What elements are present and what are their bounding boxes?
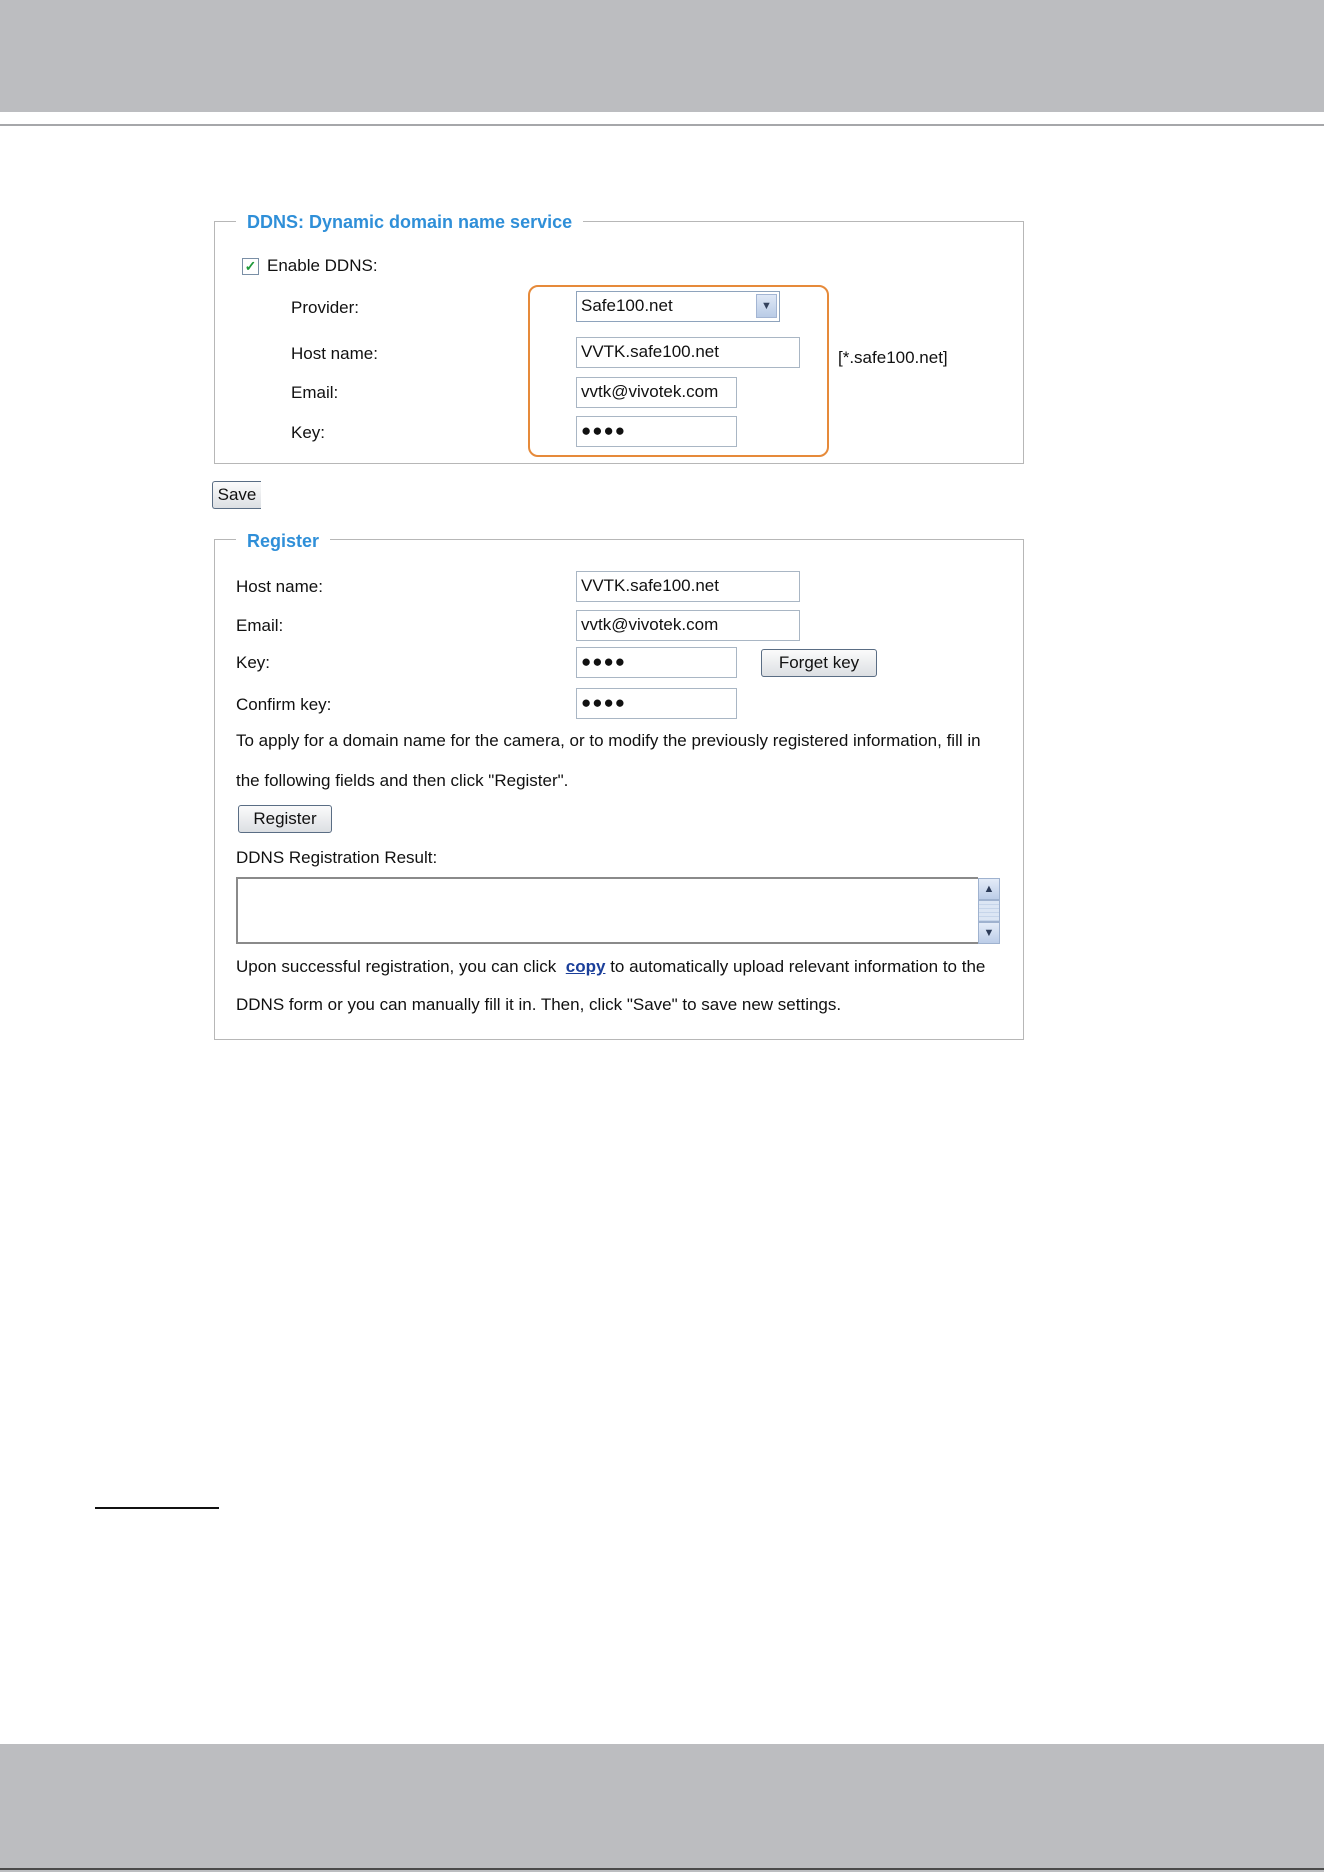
scroll-up-icon[interactable]: ▲ xyxy=(978,878,1000,900)
page-header-band xyxy=(0,0,1324,112)
forget-key-button[interactable]: Forget key xyxy=(761,649,877,677)
provider-label: Provider: xyxy=(291,298,360,317)
ddns-legend: DDNS: Dynamic domain name service xyxy=(236,211,583,233)
ddns-key-input[interactable]: ●●●● xyxy=(576,416,737,447)
provider-select[interactable] xyxy=(576,291,780,322)
register-button[interactable]: Register xyxy=(238,805,332,833)
ddns-key-label: Key: xyxy=(291,423,326,442)
result-scrollbar[interactable] xyxy=(978,878,1000,944)
header-divider xyxy=(0,124,1324,126)
check-icon: ✓ xyxy=(244,258,257,274)
copy-note-line1 xyxy=(236,956,985,978)
save-button[interactable]: Save xyxy=(212,481,261,509)
enable-ddns-label: Enable DDNS: xyxy=(267,256,378,275)
register-instructions-line2: the following fields and then click "Register". xyxy=(236,771,569,790)
register-key-label: Key: xyxy=(236,653,271,672)
chevron-down-icon[interactable]: ▼ xyxy=(756,294,777,318)
ddns-host-label: Host name: xyxy=(291,344,378,363)
registration-result-label: DDNS Registration Result: xyxy=(236,848,438,867)
provider-select-value: Safe100.net xyxy=(581,296,673,315)
register-key-input[interactable]: ●●●● xyxy=(576,647,737,678)
page-footer-band xyxy=(0,1744,1324,1872)
register-instructions-line1: To apply for a domain name for the camera, or to modify the previously registered information, fill in xyxy=(236,731,981,750)
copy-note-line2: DDNS form or you can manually fill it in. Then, click "Save" to save new settings. xyxy=(236,995,842,1014)
register-host-input[interactable]: VVTK.safe100.net xyxy=(576,571,800,602)
scroll-down-icon[interactable]: ▼ xyxy=(978,922,1000,944)
ddns-host-suffix: [*.safe100.net] xyxy=(838,348,948,367)
registration-result-textarea[interactable] xyxy=(236,877,978,944)
register-legend: Register xyxy=(236,530,330,552)
ddns-email-input[interactable]: vvtk@vivotek.com xyxy=(576,377,737,408)
enable-ddns-checkbox[interactable] xyxy=(242,258,259,275)
register-host-label: Host name: xyxy=(236,577,323,596)
footer-divider xyxy=(0,1868,1324,1870)
confirm-key-label: Confirm key: xyxy=(236,695,332,714)
confirm-key-input[interactable]: ●●●● xyxy=(576,688,737,719)
ddns-email-label: Email: xyxy=(291,383,339,402)
register-email-label: Email: xyxy=(236,616,284,635)
scroll-thumb[interactable] xyxy=(978,900,1000,922)
ddns-host-input[interactable]: VVTK.safe100.net xyxy=(576,337,800,368)
register-email-input[interactable]: vvtk@vivotek.com xyxy=(576,610,800,641)
footnote-divider xyxy=(95,1507,219,1509)
copy-note-before: Upon successful registration, you can click xyxy=(236,957,557,976)
copy-note-after: to automatically upload relevant information to the xyxy=(610,957,986,976)
copy-link[interactable]: copy xyxy=(565,957,606,976)
